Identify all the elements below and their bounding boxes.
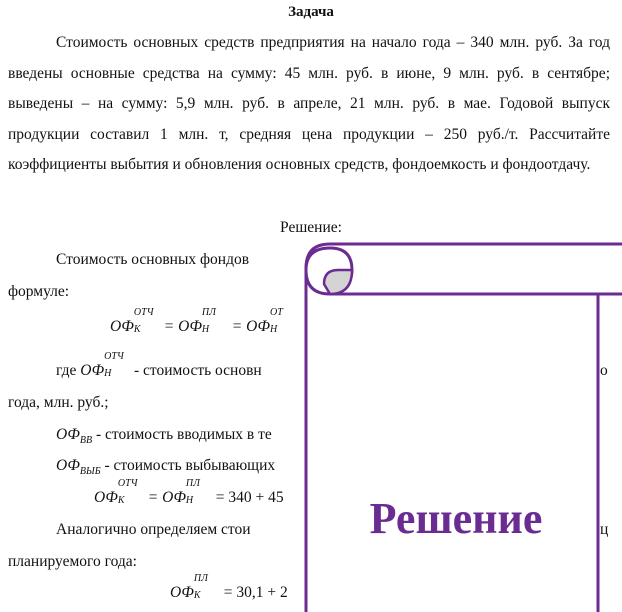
formula-1-left-sup: ОТЧ [133,307,154,319]
analog-tail: ц [600,521,609,538]
vv-sub: ВВ [79,435,93,447]
vv-var: ОФ [56,426,80,443]
formula-3-left-sup: ПЛ [193,573,208,585]
formula-1-right-sub: Н [269,324,278,336]
analog-line: Аналогично определяем стои [56,521,251,538]
scroll-graphic [304,240,622,612]
formula-2-left-sub: К [117,495,125,507]
vv-line [56,426,272,446]
where-line [56,351,262,380]
formula-1-mid-sup: ПЛ [201,307,216,319]
formula-2-mid-sub: Н [185,495,194,507]
formula-1-right-sup: ОТ [269,307,283,319]
problem-text: Стоимость основных средств предприятия на начало года – 340 млн. руб. За год введены основные средства на сумму: 45 млн. руб. в июне, 9 млн. руб. в сентябре; выведены – на сумму: 5,9 млн. руб. в апреле, 21 млн. руб. в мае. Годовой выпуск продукции составил 1 млн. т, средняя цена продукции – 250 руб./т. Рассчитайте коэффициенты выбытия и обновления основных средств, фондоемкость и фондоотдачу. [8,34,610,173]
problem-paragraph [8,28,610,181]
formula-2 [94,478,284,507]
vyb-text: - стоимость выбывающих [104,457,276,474]
year-line: года, млн. руб.; [8,394,109,411]
formula-2-left-sup: ОТЧ [117,478,138,490]
vv-text: - стоимость вводимых в те [95,426,272,443]
formula-2-mid: = ОФ [147,489,186,506]
solution-line-1: Стоимость основных фондов [56,251,250,268]
solution-scroll-overlay [304,240,622,612]
formula-1-left: ОФ [110,318,134,335]
where-tail: о [600,362,608,379]
where-prefix: где [56,362,77,379]
where-var-sub: Н [104,368,112,380]
vyb-line [56,457,275,477]
formula-2-right: = 340 + 45 [215,489,284,506]
formula-2-left: ОФ [94,489,118,506]
formula-3-right: = 30,1 + 2 [223,584,288,601]
formula-3-left: ОФ [170,584,194,601]
scroll-panel [306,268,598,612]
formula-3 [170,573,288,602]
solution-heading: Решение: [280,219,342,236]
solution-line-2: формуле: [8,283,70,300]
where-var: ОФ [80,362,105,379]
problem-title: Задача [288,4,334,20]
formula-1-mid: = ОФ [163,318,202,335]
where-var-sup: ОТЧ [104,351,124,363]
vyb-sub: ВЫБ [79,466,101,478]
formula-2-mid-sup: ПЛ [185,478,200,490]
scroll-label: Решение [369,494,543,543]
formula-1 [110,307,296,336]
formula-1-left-sub: К [133,324,141,336]
scroll-top-edge [306,244,622,268]
formula-1-right: = ОФ [231,318,270,335]
planned-line: планируемого года: [8,553,137,570]
where-text: - стоимость основн [133,362,262,379]
formula-3-left-sub: К [193,590,201,602]
vyb-var: ОФ [56,457,80,474]
formula-1-mid-sub: Н [201,324,210,336]
